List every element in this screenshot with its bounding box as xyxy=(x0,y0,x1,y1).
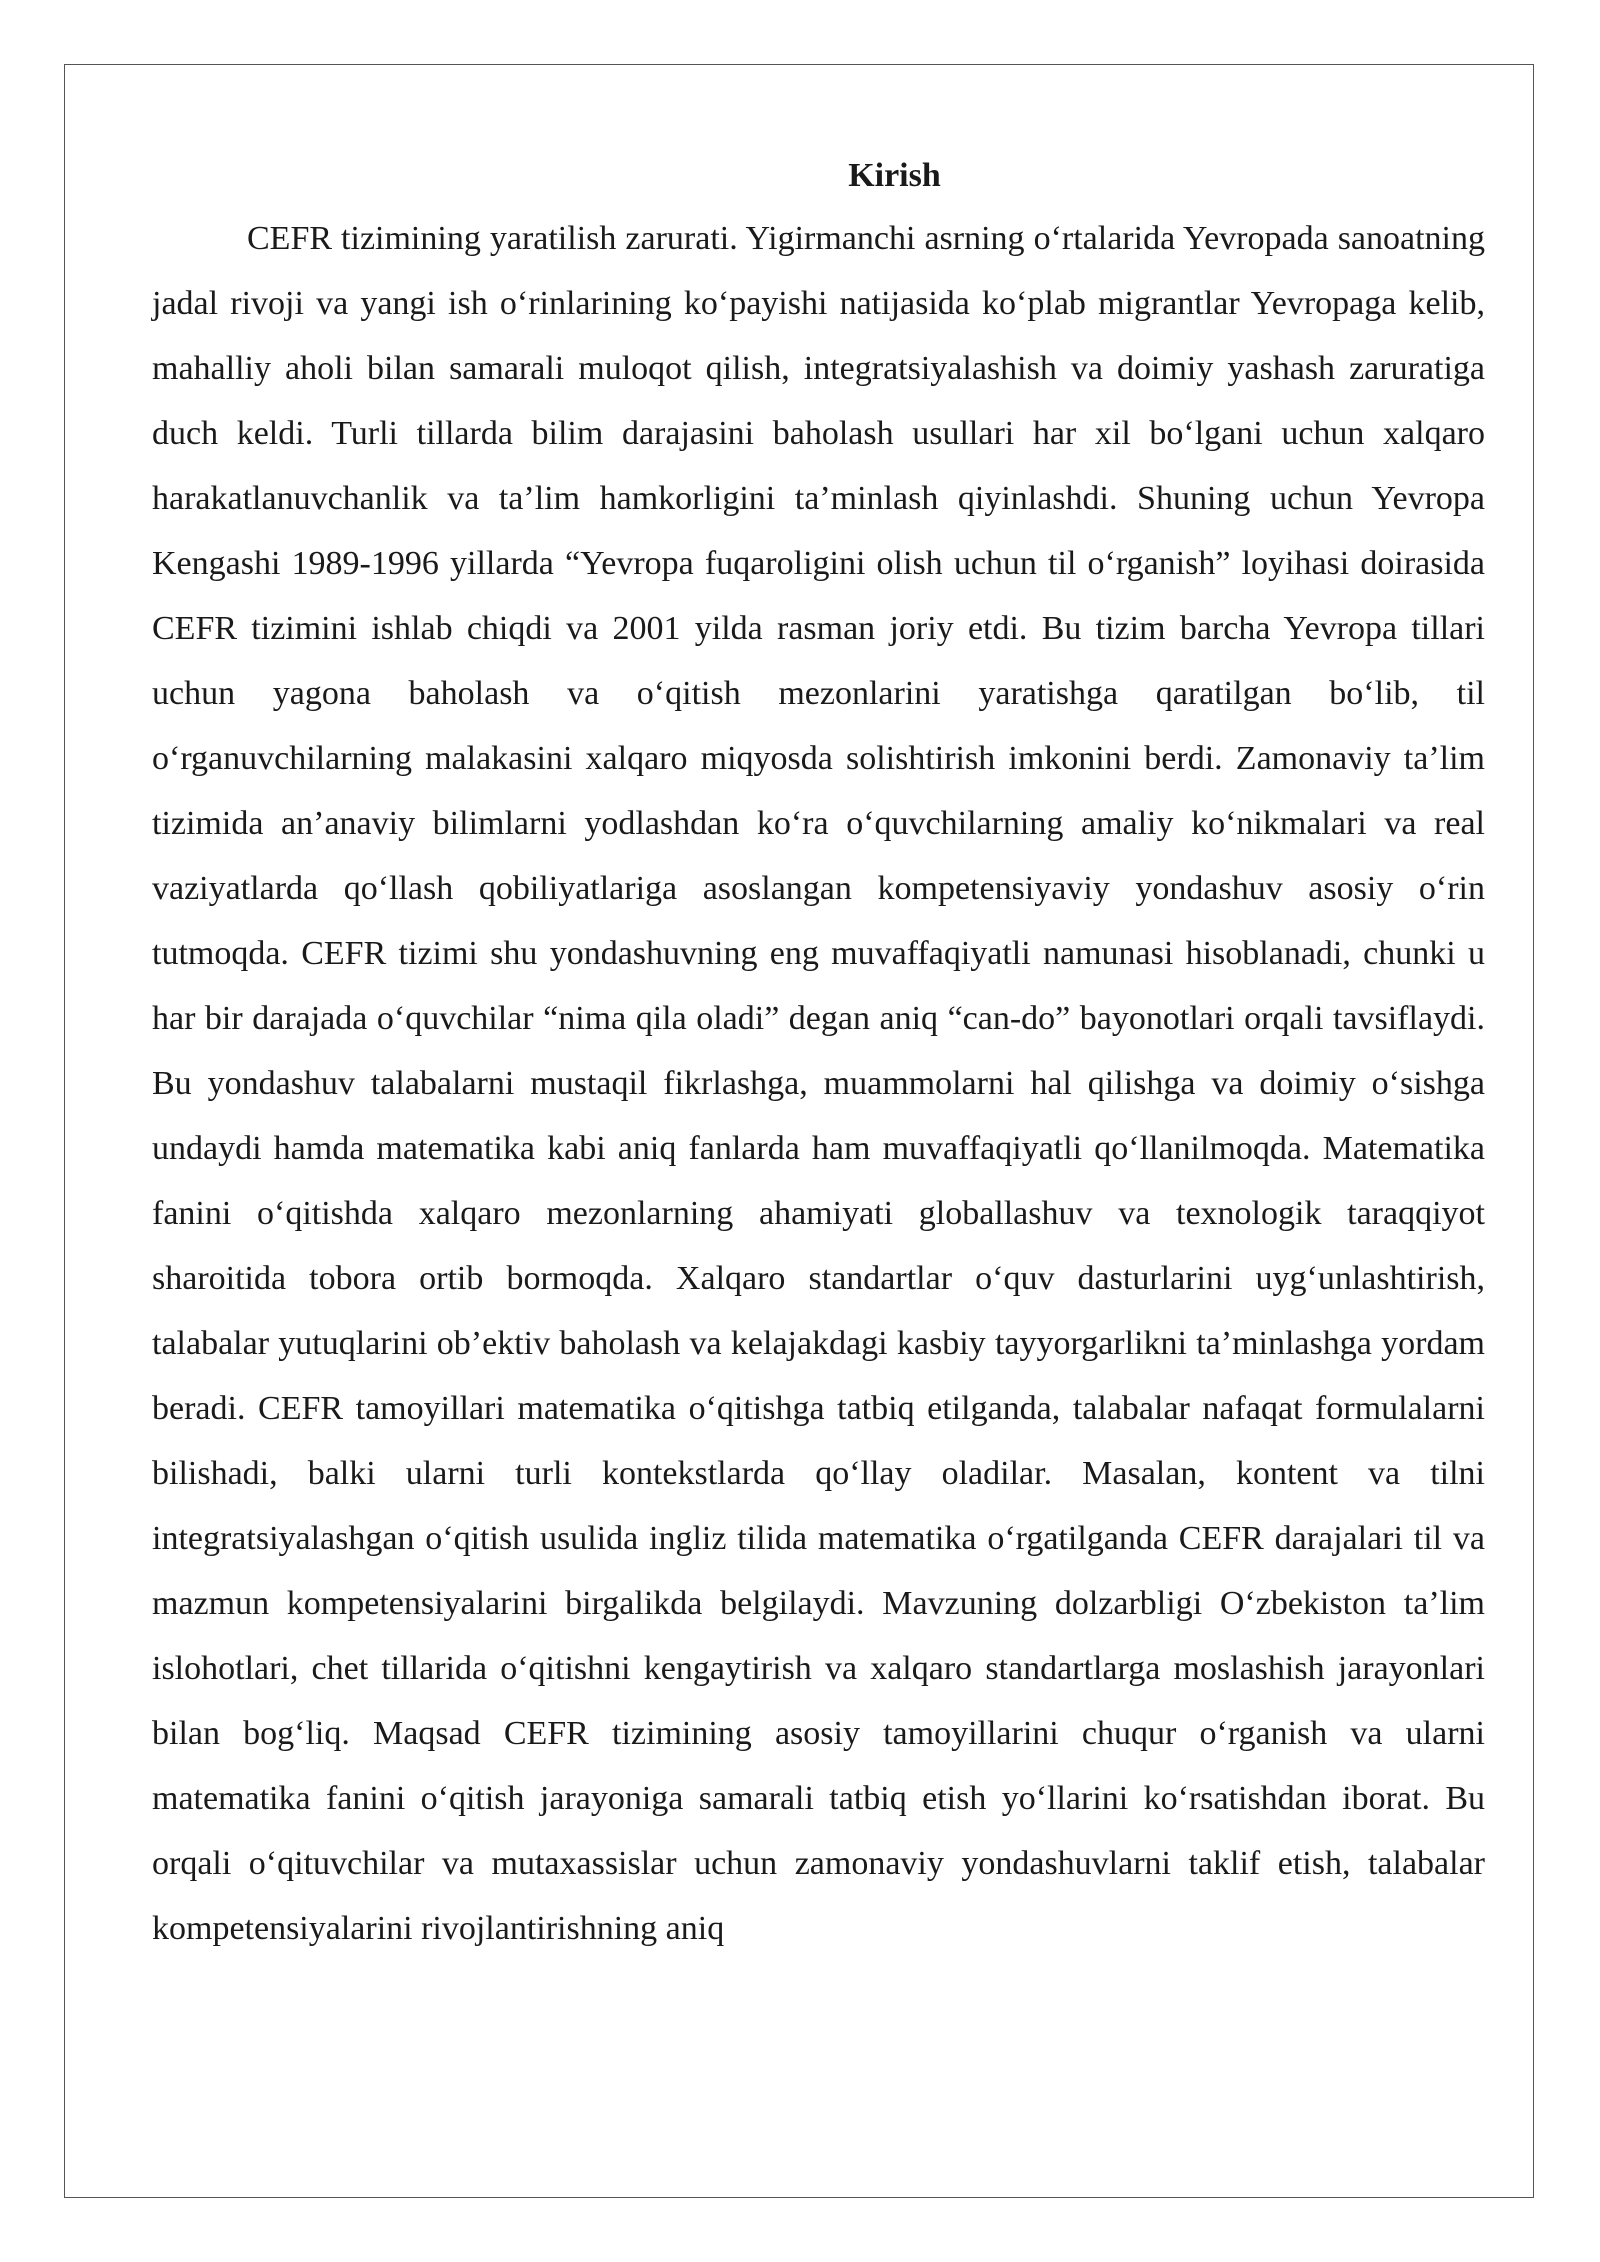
body-paragraph: CEFR tizimining yaratilish zarurati. Yigirmanchi asrning o‘rtalarida Yevropada sanoatning jadal rivoji va yangi ish o‘rinlarining ko‘payishi natijasida ko‘plab migrantlar Yevropaga kelib, mahalliy aholi bilan samarali muloqot qilish, integratsiyalashish va doimiy yashash zaruratiga duch keldi. Turli tillarda bilim darajasini baholash usullari har xil bo‘lgani uchun xalqaro harakatlanuvchanlik va ta’lim hamkorligini ta’minlash qiyinlashdi. Shuning uchun Yevropa Kengashi 1989-1996 yillarda “Yevropa fuqaroligini olish uchun til o‘rganish” loyihasi doirasida CEFR tizimini ishlab chiqdi va 2001 yilda rasman joriy etdi. Bu tizim barcha Yevropa tillari uchun yagona baholash va o‘qitish mezonlarini yaratishga qaratilgan bo‘lib, til o‘rganuvchilarning malakasini xalqaro miqyosda solishtirish imkonini berdi. Zamonaviy ta’lim tizimida an’anaviy bilimlarni yodlashdan ko‘ra o‘quvchilarning amaliy ko‘nikmalari va real vaziyatlarda qo‘llash qobiliyatlariga asoslangan kompetensiyaviy yondashuv asosiy o‘rin tutmoqda. CEFR tizimi shu yondashuvning eng muvaffaqiyatli namunasi hisoblanadi, chunki u har bir darajada o‘quvchilar “nima qila oladi” degan aniq “can-do” bayonotlari orqali tavsiflaydi. Bu yondashuv talabalarni mustaqil fikrlashga, muammolarni hal qilishga va doimiy o‘sishga undaydi hamda matematika kabi aniq fanlarda ham muvaffaqiyatli qo‘llanilmoqda. Matematika fanini o‘qitishda xalqaro mezonlarning ahamiyati globallashuv va texnologik taraqqiyot sharoitida tobora ortib bormoqda. Xalqaro standartlar o‘quv dasturlarini uyg‘unlashtirish, talabalar yutuqlarini ob’ektiv baholash va kelajakdagi kasbiy tayyorgarlikni ta’minlashga yordam beradi. CEFR tamoyillari matematika o‘qitishga tatbiq etilganda, talabalar nafaqat formulalarni bilishadi, balki ularni turli kontekstlarda qo‘llay oladilar. Masalan, kontent va tilni integratsiyalashgan o‘qitish usulida ingliz tilida matematika o‘rgatilganda CEFR darajalari til va mazmun kompetensiyalarini birgalikda belgilaydi. Mavzuning dolzarbligi O‘zbekiston ta’lim islohotlari, chet tillarida o‘qitishni kengaytirish va xalqaro standartlarga moslashish jarayonlari bilan bog‘liq. Maqsad CEFR tizimining asosiy tamoyillarini chuqur o‘rganish va ularni matematika fanini o‘qitish jarayoniga samarali tatbiq etish yo‘llarini ko‘rsatishdan iborat. Bu orqali o‘qituvchilar va mutaxassislar uchun zamonaviy yondashuvlarni taklif etish, talabalar kompetensiyalarini rivojlantirishning aniq xyxy=(152,220,1485,1947)
document-body xyxy=(152,146,1485,1961)
document-title: Kirish xyxy=(848,157,941,194)
